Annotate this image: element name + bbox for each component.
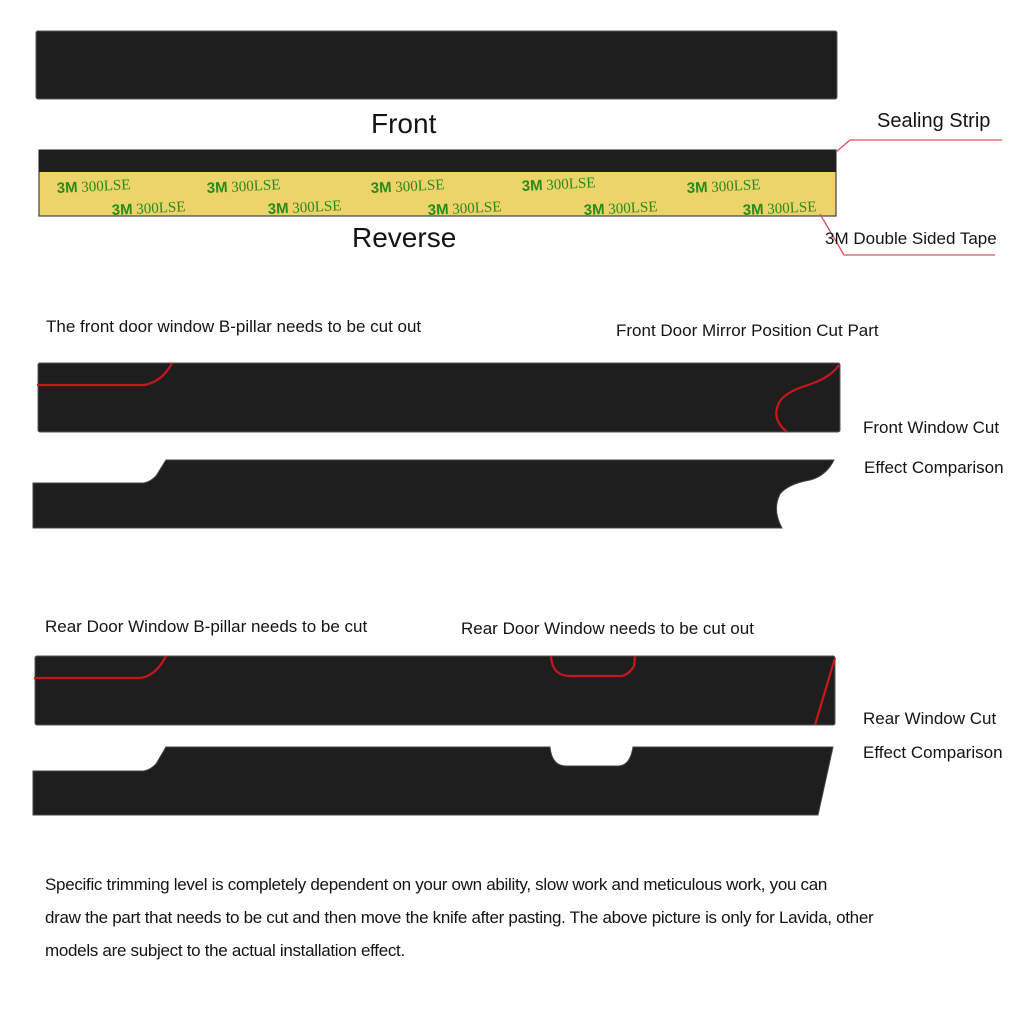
rear-effect-comparison-label: Effect Comparison	[863, 743, 1003, 762]
front-window-strip-cut	[33, 460, 834, 528]
reverse-label: Reverse	[352, 222, 457, 253]
svg-text:3M 300LSE: 3M 300LSE	[370, 177, 445, 197]
svg-text:3M 300LSE: 3M 300LSE	[742, 199, 817, 219]
svg-text:3M 300LSE: 3M 300LSE	[267, 198, 342, 218]
sealing-strip-callout-line	[836, 140, 1002, 152]
front-window-strip	[38, 363, 840, 432]
svg-text:3M 300LSE: 3M 300LSE	[686, 177, 761, 197]
front-window-cut-label: Front Window Cut	[863, 418, 1000, 437]
svg-text:3M 300LSE: 3M 300LSE	[206, 177, 281, 197]
svg-text:3M 300LSE: 3M 300LSE	[56, 177, 131, 197]
svg-text:3M 300LSE: 3M 300LSE	[583, 199, 658, 219]
rear-window-caption: Rear Door Window needs to be cut out	[461, 619, 754, 638]
installation-note	[45, 868, 1005, 967]
rear-window-strip-cut	[33, 747, 833, 815]
note-line: draw the part that needs to be cut and then move the knife after pasting. The above picture is only for Lavida, other	[45, 908, 874, 927]
rear-b-pillar-caption: Rear Door Window B-pillar needs to be cut	[45, 617, 368, 636]
front-strip	[36, 31, 837, 99]
front-mirror-caption: Front Door Mirror Position Cut Part	[616, 321, 879, 340]
double-sided-tape-label: 3M Double Sided Tape	[825, 229, 997, 248]
svg-text:3M 300LSE: 3M 300LSE	[111, 199, 186, 219]
svg-text:3M 300LSE: 3M 300LSE	[521, 175, 596, 195]
svg-text:3M 300LSE: 3M 300LSE	[427, 199, 502, 219]
rear-window-strip	[35, 656, 835, 725]
front-label: Front	[371, 108, 437, 139]
reverse-strip	[39, 150, 836, 219]
sealing-strip-label: Sealing Strip	[877, 110, 991, 132]
note-line: models are subject to the actual installation effect.	[45, 941, 405, 960]
rear-window-cut-label: Rear Window Cut	[863, 709, 997, 728]
note-line: Specific trimming level is completely dependent on your own ability, slow work and meticulous work, you can	[45, 875, 828, 894]
front-b-pillar-caption: The front door window B-pillar needs to be cut out	[46, 317, 422, 336]
front-effect-comparison-label: Effect Comparison	[864, 458, 1004, 477]
